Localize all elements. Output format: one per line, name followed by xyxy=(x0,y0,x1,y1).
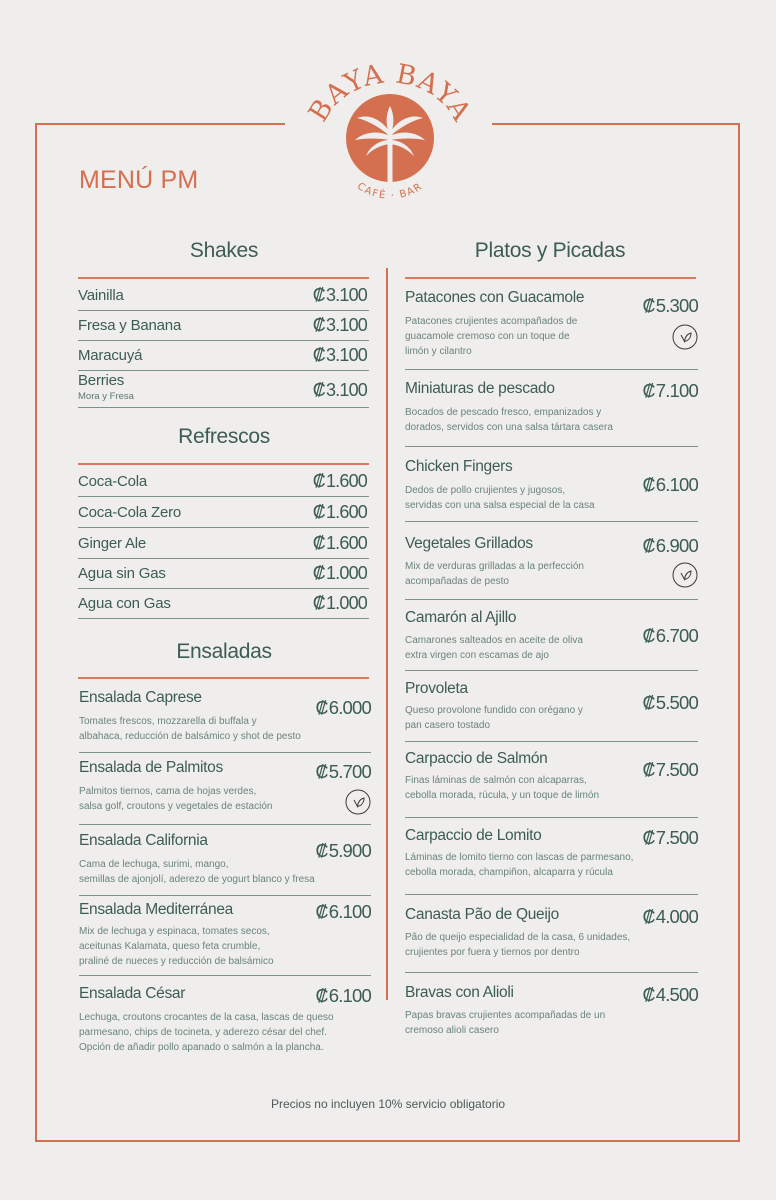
currency-symbol: ₡ xyxy=(312,502,325,522)
item-divider xyxy=(79,824,371,825)
menu-row xyxy=(78,498,369,528)
price-value: 3.100 xyxy=(325,345,367,365)
item-divider xyxy=(405,446,698,447)
item-price xyxy=(313,533,367,554)
frame-bottom-border xyxy=(35,1140,740,1142)
currency-symbol: ₡ xyxy=(312,315,325,335)
price-value: 7.500 xyxy=(655,827,698,848)
menu-row xyxy=(78,341,369,371)
item-name: Canasta Pão de Queijo xyxy=(405,906,559,923)
price-value: 7.100 xyxy=(655,380,698,401)
section-title-refrescos: Refrescos xyxy=(178,425,270,448)
currency-symbol: ₡ xyxy=(315,698,328,718)
menu-item xyxy=(405,535,698,605)
item-name: Fresa y Banana xyxy=(78,317,182,334)
price-value: 6.100 xyxy=(328,901,371,922)
section-rule-shakes xyxy=(78,277,369,279)
item-name: Maracuyá xyxy=(78,347,143,364)
item-name: Coca-Cola Zero xyxy=(78,504,182,521)
price-value: 1.000 xyxy=(325,563,367,583)
currency-symbol: ₡ xyxy=(312,380,325,400)
menu-row xyxy=(78,589,369,619)
item-description-line: semillas de ajonjolí, aderezo de yogurt blanco y fresa xyxy=(79,874,315,885)
currency-symbol: ₡ xyxy=(312,471,325,491)
item-description-line: Dedos de pollo crujientes y jugosos, xyxy=(405,485,566,496)
price-value: 6.900 xyxy=(655,535,698,556)
logo-tagline: CAFÉ · BAR xyxy=(355,180,425,202)
section-rule-refrescos xyxy=(78,463,369,465)
menu-row xyxy=(78,371,369,408)
menu-item xyxy=(79,901,371,971)
menu-item xyxy=(79,759,371,829)
item-price xyxy=(313,380,367,401)
item-description-line: Cama de lechuga, surimi, mango, xyxy=(79,859,229,870)
currency-symbol: ₡ xyxy=(312,593,325,613)
item-price xyxy=(313,315,367,336)
brand-logo xyxy=(300,48,480,218)
menu-item xyxy=(405,984,698,1054)
item-description-line: limón y cilantro xyxy=(405,346,472,357)
menu-item xyxy=(405,750,698,820)
menu-row xyxy=(78,281,369,311)
item-divider xyxy=(405,741,698,742)
item-price xyxy=(313,285,367,306)
price-value: 7.500 xyxy=(655,759,698,780)
item-description-line: cebolla morada, champiñon, alcaparra y rúcula xyxy=(405,867,613,878)
item-name: Bravas con Alioli xyxy=(405,984,514,1001)
menu-row xyxy=(78,559,369,589)
frame-top-left-border xyxy=(35,123,285,125)
item-description-line: Tomates frescos, mozzarella di buffala y xyxy=(79,716,257,727)
menu-item xyxy=(405,458,698,528)
price-value: 4.500 xyxy=(655,984,698,1005)
currency-symbol: ₡ xyxy=(642,828,655,848)
item-subtitle: Mora y Fresa xyxy=(78,391,134,402)
item-price xyxy=(316,761,372,783)
currency-symbol: ₡ xyxy=(315,902,328,922)
item-divider xyxy=(79,752,371,753)
item-divider xyxy=(405,972,698,973)
item-description-line: Mix de lechuga y espinaca, tomates secos, xyxy=(79,926,270,937)
item-description-line: Camarones salteados en aceite de oliva xyxy=(405,635,583,646)
price-value: 1.600 xyxy=(325,533,367,553)
frame-top-right-border xyxy=(492,123,740,125)
item-description-line: Patacones crujientes acompañados de xyxy=(405,316,578,327)
item-name: Coca-Cola xyxy=(78,473,148,490)
item-description-line: cremoso alioli casero xyxy=(405,1025,499,1036)
item-price xyxy=(643,984,699,1006)
item-name: Ginger Ale xyxy=(78,535,147,552)
item-price xyxy=(313,471,367,492)
currency-symbol: ₡ xyxy=(642,381,655,401)
vegetarian-leaf-icon xyxy=(672,562,698,588)
menu-item xyxy=(79,832,371,902)
section-rule-platos xyxy=(405,277,696,279)
item-price xyxy=(643,625,699,647)
item-price xyxy=(316,901,372,923)
item-description-line: Bocados de pescado fresco, empanizados y xyxy=(405,407,602,418)
currency-symbol: ₡ xyxy=(642,536,655,556)
price-value: 1.600 xyxy=(325,471,367,491)
item-description-line: Palmitos tiernos, cama de hojas verdes, xyxy=(79,786,257,797)
item-description-line: Mix de verduras grilladas a la perfección xyxy=(405,561,584,572)
item-price xyxy=(643,906,699,928)
item-description-line: servidas con una salsa especial de la casa xyxy=(405,500,595,511)
item-description-line: dorados, servidos con una salsa tártara casera xyxy=(405,422,613,433)
price-value: 5.300 xyxy=(655,295,698,316)
item-divider xyxy=(405,521,698,522)
item-divider xyxy=(405,817,698,818)
menu-title: MENÚ PM xyxy=(79,166,199,194)
price-value: 5.700 xyxy=(328,761,371,782)
item-description-line: aceitunas Kalamata, queso feta crumble, xyxy=(79,941,261,952)
item-price xyxy=(643,295,699,317)
item-name: Patacones con Guacamole xyxy=(405,289,585,306)
currency-symbol: ₡ xyxy=(312,285,325,305)
item-price xyxy=(643,474,699,496)
section-rule-ensaladas xyxy=(78,677,369,679)
item-divider xyxy=(405,369,698,370)
menu-item xyxy=(405,289,698,359)
item-price xyxy=(643,535,699,557)
item-description-line: Papas bravas crujientes acompañadas de un xyxy=(405,1010,606,1021)
item-price xyxy=(313,593,367,614)
item-description-line: Láminas de lomito tierno con lascas de parmesano, xyxy=(405,852,634,863)
item-name: Agua sin Gas xyxy=(78,565,166,582)
item-description-line: Lechuga, croutons crocantes de la casa, lascas de queso xyxy=(79,1012,334,1023)
item-name: Ensalada Caprese xyxy=(79,689,202,706)
price-value: 3.100 xyxy=(325,380,367,400)
item-price xyxy=(643,692,699,714)
menu-item xyxy=(405,380,698,450)
item-divider xyxy=(405,599,698,600)
item-description-line: salsa golf, croutons y vegetales de estación xyxy=(79,801,273,812)
item-name: Provoleta xyxy=(405,680,468,697)
item-name: Camarón al Ajillo xyxy=(405,609,517,626)
section-title-platos: Platos y Picadas xyxy=(474,239,626,262)
item-price xyxy=(313,345,367,366)
currency-symbol: ₡ xyxy=(642,296,655,316)
item-name: Chicken Fingers xyxy=(405,458,513,475)
price-value: 5.900 xyxy=(328,840,371,861)
section-title-shakes: Shakes xyxy=(189,239,259,262)
item-price xyxy=(643,380,699,402)
item-description-line: acompañadas de pesto xyxy=(405,576,509,587)
item-name: Ensalada de Palmitos xyxy=(79,759,223,776)
price-value: 3.100 xyxy=(325,285,367,305)
price-value: 1.000 xyxy=(325,593,367,613)
currency-symbol: ₡ xyxy=(642,985,655,1005)
section-title-ensaladas: Ensaladas xyxy=(176,640,272,663)
item-description-line: praliné de nueces y reducción de balsámico xyxy=(79,956,274,967)
item-description-line: extra virgen con escamas de ajo xyxy=(405,650,549,661)
column-divider xyxy=(386,268,388,1000)
price-value: 5.500 xyxy=(655,692,698,713)
item-description-line: Queso provolone fundido con orégano y xyxy=(405,705,583,716)
menu-item xyxy=(79,985,371,1055)
price-value: 6.000 xyxy=(328,697,371,718)
item-price xyxy=(313,563,367,584)
item-name: Vainilla xyxy=(78,287,124,304)
item-name: Berries xyxy=(78,372,125,389)
currency-symbol: ₡ xyxy=(642,475,655,495)
item-price xyxy=(316,697,372,719)
item-name: Agua con Gas xyxy=(78,595,171,612)
item-name: Ensalada California xyxy=(79,832,208,849)
item-divider xyxy=(405,894,698,895)
item-name: Ensalada Mediterránea xyxy=(79,901,233,918)
menu-item xyxy=(405,827,698,897)
menu-row xyxy=(78,311,369,341)
item-description-line: cebolla morada, rúcula, y un toque de limón xyxy=(405,790,600,801)
menu-item xyxy=(79,689,371,759)
item-divider xyxy=(79,975,371,976)
item-description-line: Pão de queijo especialidad de la casa, 6 unidades, xyxy=(405,932,631,943)
currency-symbol: ₡ xyxy=(642,626,655,646)
price-value: 1.600 xyxy=(325,502,367,522)
item-description-line: parmesano, chips de tocineta, y aderezo césar del chef. xyxy=(79,1027,327,1038)
item-description-line: albahaca, reducción de balsámico y shot de pesto xyxy=(79,731,301,742)
currency-symbol: ₡ xyxy=(315,762,328,782)
item-price xyxy=(643,759,699,781)
item-name: Carpaccio de Salmón xyxy=(405,750,548,767)
frame-left-border xyxy=(35,123,37,1142)
menu-item xyxy=(405,680,698,750)
currency-symbol: ₡ xyxy=(315,986,328,1006)
vegetarian-leaf-icon xyxy=(345,789,371,815)
item-name: Carpaccio de Lomito xyxy=(405,827,542,844)
item-description-line: guacamole cremoso con un toque de xyxy=(405,331,570,342)
item-divider xyxy=(405,670,698,671)
logo-brand-name: BAYA BAYA xyxy=(302,58,478,128)
menu-row xyxy=(78,529,369,559)
currency-symbol: ₡ xyxy=(312,563,325,583)
currency-symbol: ₡ xyxy=(315,841,328,861)
currency-symbol: ₡ xyxy=(312,533,325,553)
price-value: 6.100 xyxy=(328,985,371,1006)
price-value: 4.000 xyxy=(655,906,698,927)
item-description-line: crujientes por fuera y tiernos por dentro xyxy=(405,947,580,958)
currency-symbol: ₡ xyxy=(642,693,655,713)
menu-item xyxy=(405,609,698,679)
item-description-line: Finas láminas de salmón con alcaparras, xyxy=(405,775,587,786)
menu-row xyxy=(78,467,369,497)
frame-right-border xyxy=(738,123,740,1142)
item-price xyxy=(316,840,372,862)
item-name: Miniaturas de pescado xyxy=(405,380,555,397)
item-price xyxy=(316,985,372,1007)
item-name: Vegetales Grillados xyxy=(405,535,533,552)
svg-text:CAFÉ · BAR xyxy=(355,181,425,202)
currency-symbol: ₡ xyxy=(642,760,655,780)
footer-note: Precios no incluyen 10% servicio obligatorio xyxy=(270,1097,506,1111)
vegetarian-leaf-icon xyxy=(672,324,698,350)
price-value: 6.100 xyxy=(655,474,698,495)
price-value: 3.100 xyxy=(325,315,367,335)
menu-item xyxy=(405,906,698,976)
currency-symbol: ₡ xyxy=(312,345,325,365)
currency-symbol: ₡ xyxy=(642,907,655,927)
item-divider xyxy=(79,895,371,896)
item-description-line: pan casero tostado xyxy=(405,720,491,731)
price-value: 6.700 xyxy=(655,625,698,646)
item-price xyxy=(313,502,367,523)
item-name: Ensalada César xyxy=(79,985,186,1002)
item-description-line: Opción de añadir pollo apanado o salmón a la plancha. xyxy=(79,1042,324,1053)
item-price xyxy=(643,827,699,849)
